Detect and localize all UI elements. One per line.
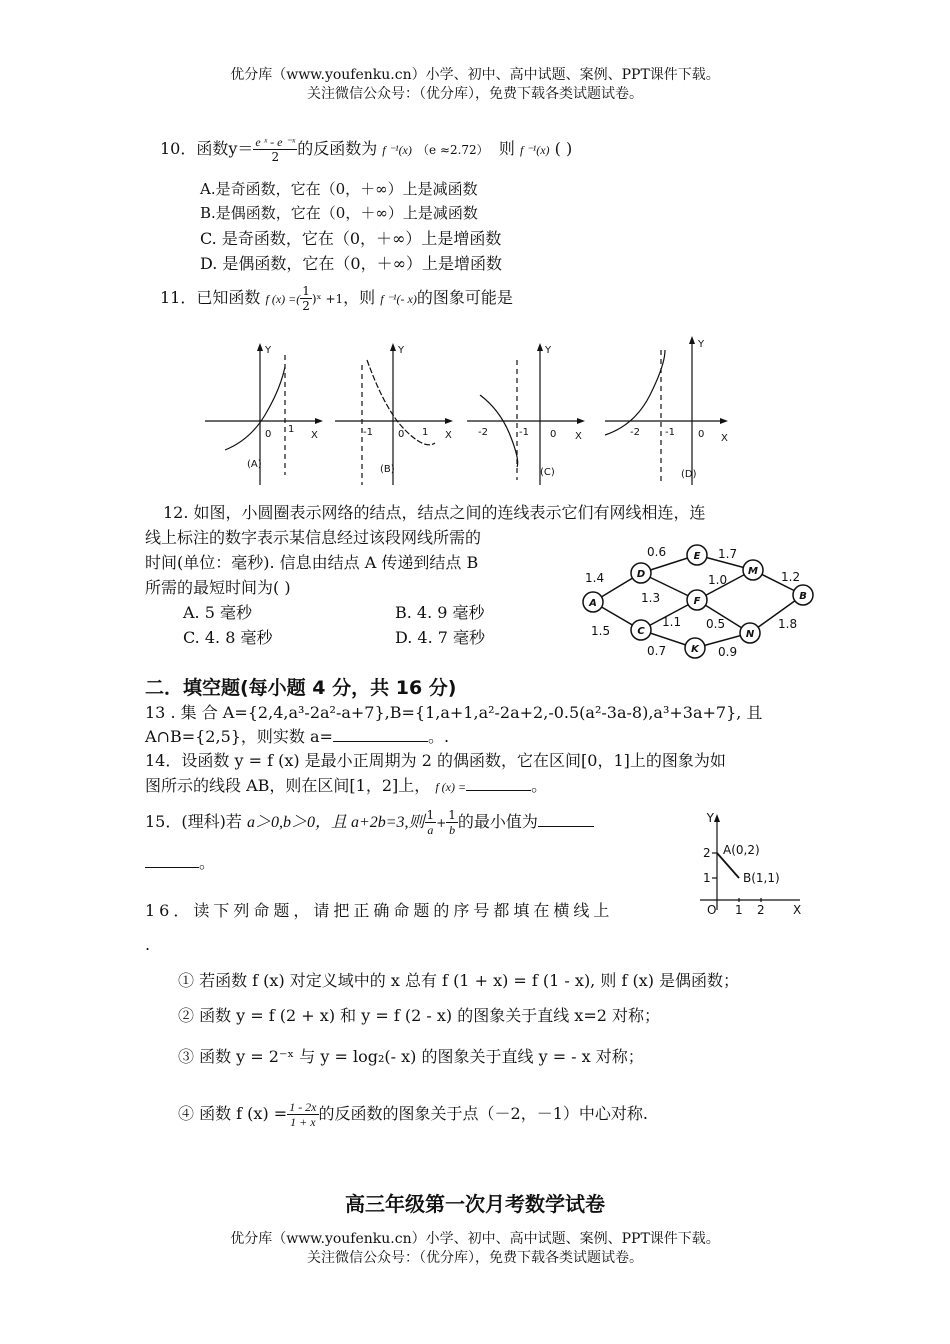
q11-fraction bbox=[300, 284, 312, 313]
q10-e-approx: （e ≈2.72） bbox=[416, 143, 489, 157]
edge-label-fm: 1.0 bbox=[708, 573, 728, 587]
q15-frac-1 bbox=[425, 808, 437, 837]
edge-label-em: 1.7 bbox=[718, 547, 738, 561]
q16-dot: . bbox=[145, 935, 151, 954]
q10-then: 则 bbox=[498, 139, 515, 158]
q14-end: 。 bbox=[531, 776, 548, 795]
fig14-y1: 1 bbox=[703, 871, 711, 885]
q15-frac-2 bbox=[446, 808, 458, 837]
q15-line-2-end: 。 bbox=[199, 853, 216, 872]
graph-b-o: 0 bbox=[398, 429, 405, 440]
edge-label-ad: 1.4 bbox=[585, 571, 605, 585]
node-n: N bbox=[745, 629, 755, 640]
q15-answer-blank-2[interactable] bbox=[145, 867, 199, 868]
q11-prefix: 已知函数 bbox=[196, 288, 261, 307]
q14-answer-blank[interactable] bbox=[466, 790, 531, 791]
fig14-t2: 2 bbox=[757, 903, 765, 917]
node-f: F bbox=[693, 596, 701, 607]
question-10 bbox=[160, 135, 572, 164]
q11-graphs bbox=[195, 335, 755, 490]
q15-f2-den: b bbox=[449, 823, 456, 837]
q13-line-2 bbox=[145, 724, 449, 747]
q16-item-4-den: 1 + x bbox=[290, 1115, 316, 1129]
graph-c-y: Y bbox=[545, 345, 552, 356]
q16-item-4-suffix: 的反函数的图象关于点（－2，－1）中心对称. bbox=[318, 1104, 648, 1123]
q16-item-2: ② 函数 y = f (2 + x) 和 y = f (2 - x) 的图象关于直线 x=2 对称； bbox=[178, 1006, 660, 1025]
fig14-point-b: B(1,1) bbox=[743, 871, 780, 885]
q10-option-b: B.是偶函数，它在（0，＋∞）上是减函数 bbox=[200, 204, 478, 222]
node-e: E bbox=[693, 551, 701, 562]
edge-label-nb: 1.8 bbox=[778, 617, 798, 631]
header-line-2: 关注微信公众号：（优分库），免费下载各类试题试卷。 bbox=[307, 86, 643, 102]
graph-c-tm2: -2 bbox=[478, 427, 488, 438]
question-15 bbox=[145, 808, 594, 837]
edge-label-df: 1.3 bbox=[641, 591, 661, 605]
edge-label-ck: 0.7 bbox=[647, 644, 667, 658]
q15-f1-den: a bbox=[427, 823, 434, 837]
q10-denominator: 2 bbox=[271, 150, 280, 164]
q11-exp: )ˣ +1 bbox=[311, 292, 344, 306]
header-line-1: 优分库（www.youfenku.cn）小学、初中、高中试题、案例、PPT课件下载。 bbox=[230, 67, 720, 83]
q15-f1-num: 1 bbox=[426, 808, 435, 822]
q10-prefix: 函数y＝ bbox=[196, 139, 254, 158]
edge-label-fn: 0.5 bbox=[706, 617, 726, 631]
q13-line-1: 13 . 集 合 A={2,4,a³-2a²-a+7},B={1,a+1,a²-2a+2,-0.5(a²-3a-8),a³+3a+7}, 且 bbox=[145, 703, 763, 722]
fig14-o: O bbox=[707, 903, 717, 917]
q11-frac-num: 1 bbox=[302, 284, 310, 298]
node-b: B bbox=[799, 591, 807, 602]
graph-c-x: X bbox=[575, 431, 582, 442]
q12-option-c: C. 4. 8 毫秒 bbox=[183, 628, 273, 647]
footer-line-2: 关注微信公众号：（优分库），免费下载各类试题试卷。 bbox=[307, 1250, 643, 1266]
q11-fx: f (x) =( bbox=[265, 292, 301, 306]
graph-a-o: 0 bbox=[265, 429, 272, 440]
q10-paren: ( ) bbox=[554, 139, 573, 158]
q13-answer-blank[interactable] bbox=[333, 741, 428, 742]
node-c: C bbox=[637, 626, 645, 637]
q13-line-2-end: 。. bbox=[427, 727, 450, 746]
q15-f2-num: 1 bbox=[448, 808, 456, 822]
graph-b-x: X bbox=[445, 430, 452, 441]
fig14-y: Y bbox=[706, 811, 714, 825]
graph-b-tm1: -1 bbox=[363, 427, 373, 438]
q15-answer-blank[interactable] bbox=[538, 826, 594, 827]
node-k: K bbox=[691, 644, 699, 655]
graph-a-t1: 1 bbox=[288, 424, 295, 435]
q10-finv: f ⁻¹(x) bbox=[382, 143, 412, 157]
q10-option-d: D. 是偶函数，它在（0，＋∞）上是增函数 bbox=[200, 254, 502, 273]
q12-option-d: D. 4. 7 毫秒 bbox=[395, 628, 486, 647]
q11-frac-den: 2 bbox=[302, 299, 310, 313]
q16-item-1: ① 若函数 f (x) 对定义域中的 x 总有 f (1 + x) = f (1 - x), 则 f (x) 是偶函数； bbox=[178, 971, 740, 990]
fig14-point-a: A(0,2) bbox=[723, 843, 760, 857]
q15-suffix: 的最小值为 bbox=[457, 812, 538, 831]
q16-item-3: ③ 函数 y = 2⁻ˣ 与 y = log₂(- x) 的图象关于直线 y = - x 对称； bbox=[178, 1047, 644, 1066]
edge-label-kn: 0.9 bbox=[718, 645, 738, 659]
q14-line-2 bbox=[145, 773, 547, 796]
graph-d-tm2: -2 bbox=[630, 427, 640, 438]
fig14-y2: 2 bbox=[703, 846, 711, 860]
q10-numerator: e ˣ - e ⁻ˣ bbox=[255, 135, 296, 149]
graph-a-y: Y bbox=[265, 345, 272, 356]
q15-plus: + bbox=[436, 816, 447, 830]
graph-d-o: 0 bbox=[698, 429, 705, 440]
edge-label-mb: 1.2 bbox=[781, 570, 801, 584]
node-d: D bbox=[636, 569, 646, 580]
network-diagram bbox=[575, 540, 825, 662]
q14-fx: f (x) = bbox=[435, 780, 467, 794]
graph-d-x: X bbox=[721, 433, 728, 444]
edge-label-ac: 1.5 bbox=[591, 624, 611, 638]
question-11 bbox=[160, 284, 513, 313]
q14-line-1: 14．设函数 y = f (x) 是最小正周期为 2 的偶函数，它在区间[0，1]上的图象为如 bbox=[145, 751, 726, 770]
graph-b-caption: (B) bbox=[380, 464, 395, 475]
q13-line-2-text: A∩B={2,5}，则实数 a= bbox=[145, 727, 333, 746]
graph-d-y: Y bbox=[698, 339, 705, 350]
q16-line-1: 16．读下列命题，请把正确命题的序号都填在横线上 bbox=[145, 901, 614, 920]
node-a: A bbox=[589, 598, 597, 609]
q12-line-3: 时间(单位：毫秒). 信息由结点 A 传递到结点 B bbox=[145, 553, 479, 572]
q10-option-c: C. 是奇函数，它在（0，＋∞）上是增函数 bbox=[200, 229, 502, 248]
graph-b-y: Y bbox=[398, 345, 405, 356]
q12-option-b: B. 4. 9 毫秒 bbox=[395, 603, 485, 622]
q14-figure bbox=[695, 810, 815, 920]
fig14-t1: 1 bbox=[735, 903, 743, 917]
q16-item-4-prefix: ④ 函数 f (x) = bbox=[178, 1104, 288, 1123]
q11-number: 11． bbox=[160, 288, 197, 307]
q16-item-4-num: 1 - 2x bbox=[289, 1100, 317, 1114]
graph-d-caption: (D) bbox=[681, 469, 697, 480]
q11-mid: ，则 bbox=[343, 288, 376, 307]
q11-finv: f ⁻¹(- x) bbox=[380, 292, 417, 306]
section-2-heading: 二．填空题(每小题 4 分，共 16 分) bbox=[145, 677, 457, 699]
graph-a-x: X bbox=[311, 430, 318, 441]
edge-label-cf: 1.1 bbox=[662, 615, 682, 629]
q16-item-4-fraction bbox=[287, 1100, 318, 1129]
q12-line-1: 12. 如图，小圆圈表示网络的结点，结点之间的连线表示它们有网线相连，连 bbox=[163, 503, 706, 522]
edge-label-de: 0.6 bbox=[647, 545, 667, 559]
q15-condition: a＞0,b＞0，且 a+2b=3,则 bbox=[246, 814, 425, 831]
graph-d-tm1: -1 bbox=[665, 427, 675, 438]
q14-line-2-text: 图所示的线段 AB，则在区间[1，2]上， bbox=[145, 776, 431, 795]
q10-option-a: A.是奇函数，它在（0，＋∞）上是减函数 bbox=[200, 180, 478, 198]
q11-suffix: 的图象可能是 bbox=[416, 288, 513, 307]
q12-line-2: 线上标注的数字表示某信息经过该段网线所需的 bbox=[145, 528, 482, 547]
graph-b-t1: 1 bbox=[422, 427, 429, 438]
graph-c-caption: (C) bbox=[540, 467, 555, 478]
graph-c-tm1: -1 bbox=[519, 427, 529, 438]
q10-fraction bbox=[253, 135, 297, 164]
q12-option-a: A. 5 毫秒 bbox=[183, 603, 252, 622]
q10-mid: 的反函数为 bbox=[297, 139, 378, 158]
q15-prefix: 15．(理科)若 bbox=[145, 812, 247, 831]
q16-item-4 bbox=[178, 1100, 648, 1129]
graph-c-o: 0 bbox=[550, 429, 557, 440]
graph-a-caption: (A) bbox=[247, 459, 262, 470]
q10-number: 10． bbox=[160, 139, 197, 158]
exam-title: 高三年级第一次月考数学试卷 bbox=[345, 1192, 605, 1216]
footer-line-1: 优分库（www.youfenku.cn）小学、初中、高中试题、案例、PPT课件下载。 bbox=[230, 1231, 720, 1247]
q15-line-2 bbox=[145, 850, 215, 873]
q10-finv2: f ⁻¹(x) bbox=[519, 143, 550, 157]
fig14-x: X bbox=[793, 903, 802, 917]
graph-a-curve bbox=[225, 367, 285, 450]
q12-line-4: 所需的最短时间为( ) bbox=[145, 578, 291, 597]
node-m: M bbox=[748, 566, 758, 577]
